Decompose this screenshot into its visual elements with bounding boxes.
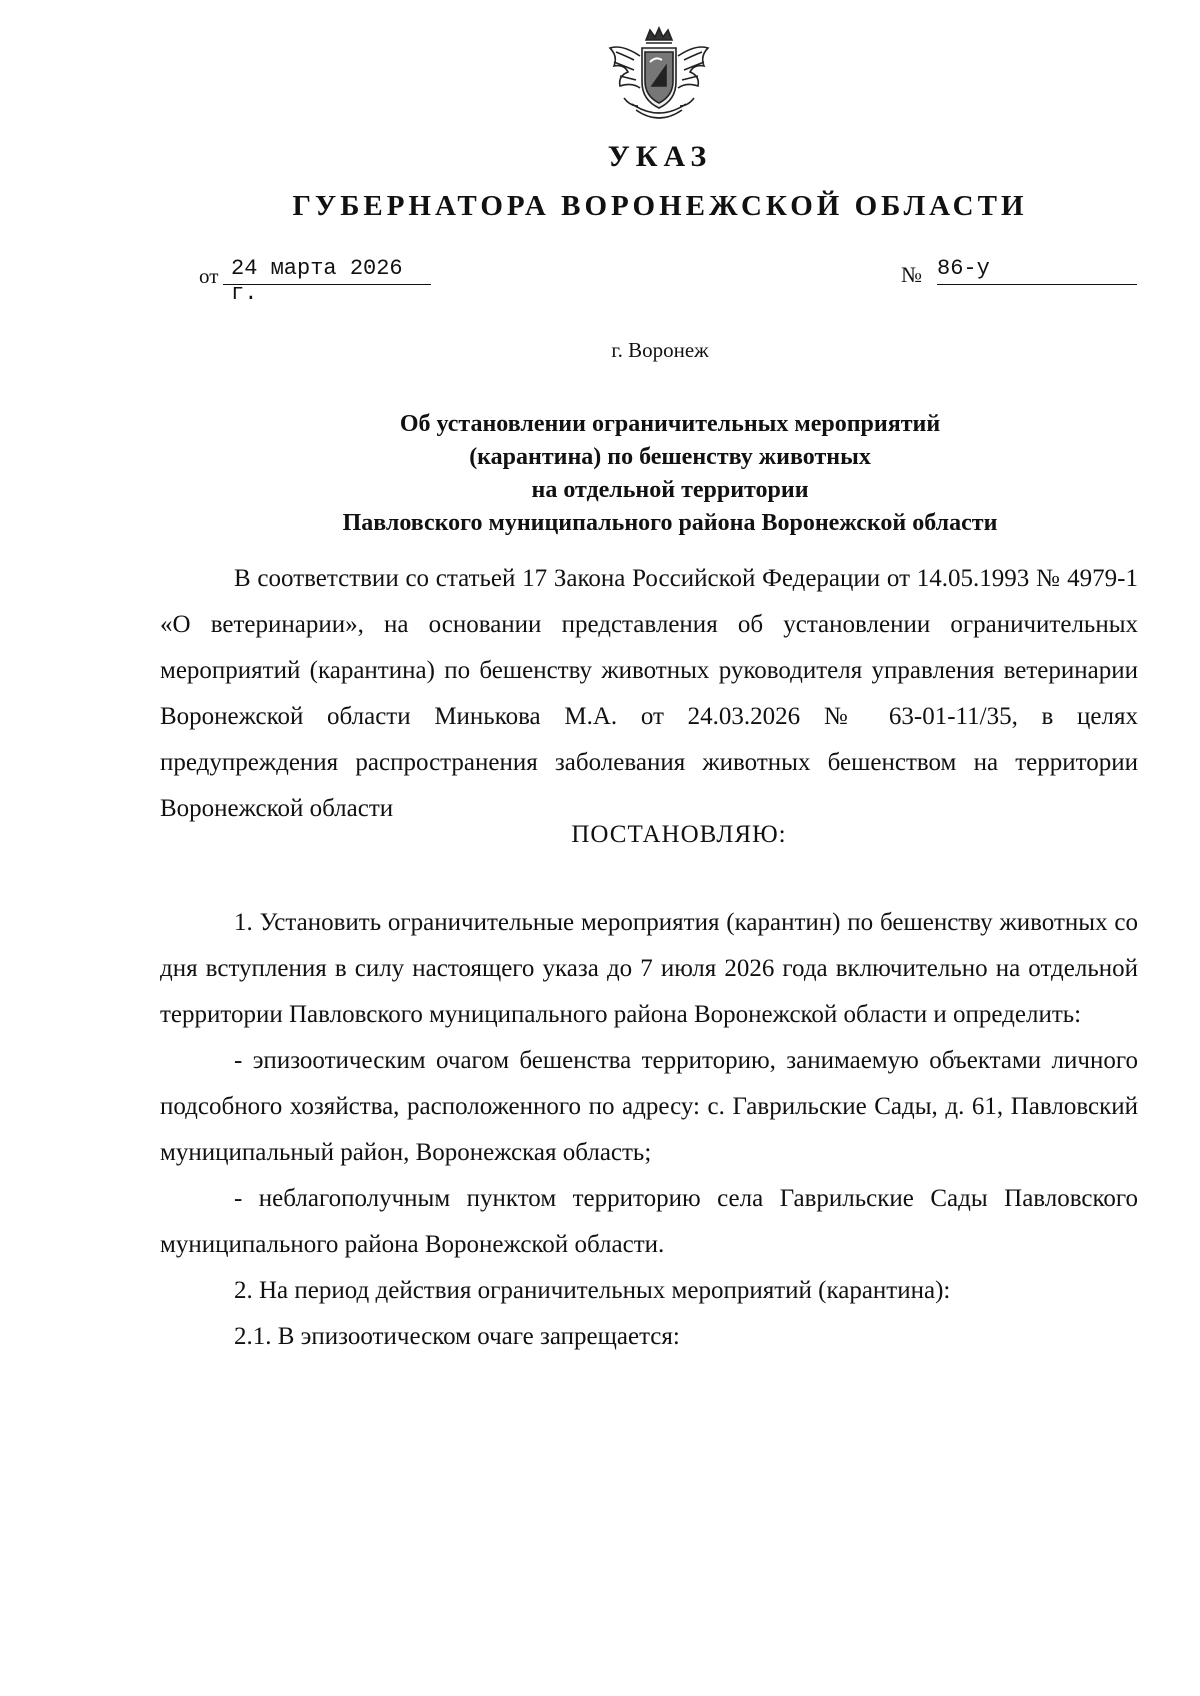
date-prefix: от: [199, 264, 219, 288]
document-number: 86-у: [937, 256, 1137, 285]
document-subject-title: [200, 408, 1140, 540]
subject-line: Павловского муниципального района Воронежской области: [342, 510, 998, 536]
item-1-epizootic-focus: - эпизоотическим очагом бешенства территорию, занимаемую объектами личного подсобного хозяйства, расположенного по адресу: с. Гаврильские Сады, д. 61, Павловский муниципальный район, Воронежская область;: [160, 1047, 1138, 1166]
decree-word: ПОСТАНОВЛЯЮ:: [571, 821, 787, 848]
decree-block: [160, 812, 1138, 858]
items-block: [160, 900, 1138, 1360]
coat-of-arms-icon: [604, 26, 714, 124]
item-2-1: 2.1. В эпизоотическом очаге запрещается:: [234, 1323, 680, 1350]
preamble-paragraph: В соответствии со статьей 17 Закона Российской Федерации от 14.05.1993 № 4979-1 «О ветеринарии», на основании представления об установлении ограничительных мероприятий (карантина) по бешенству животных руководителя управления ветеринарии Воронежской области Минькова М.А. от 24.03.2026 № 63-01-11/35, в целях предупреждения распространения заболевания животных бешенством на территории Воронежской области: [160, 565, 1138, 822]
document-date: 24 марта 2026 г.: [223, 256, 431, 285]
item-1: 1. Установить ограничительные мероприятия (карантин) по бешенству животных со дня вступления в силу настоящего указа до 7 июля 2026 года включительно на отдельной территории Павловского муниципального района Воронежской области и определить:: [160, 909, 1138, 1028]
subject-line: Об установлении ограничительных мероприятий: [399, 411, 941, 437]
item-2: 2. На период действия ограничительных мероприятий (карантина):: [234, 1277, 951, 1304]
subject-line: (карантина) по бешенству животных: [469, 444, 871, 470]
preamble-block: [160, 556, 1138, 832]
issue-city: г. Воронеж: [611, 338, 709, 362]
issuer-title: ГУБЕРНАТОРА ВОРОНЕЖСКОЙ ОБЛАСТИ: [292, 190, 1028, 222]
document-type-title: УКАЗ: [607, 140, 713, 173]
number-prefix: №: [901, 262, 922, 287]
item-1-unfavorable-point: - неблагополучным пунктом территорию села Гаврильские Сады Павловского муниципального района Воронежской области.: [160, 1185, 1138, 1258]
subject-line: на отдельной территории: [531, 477, 809, 503]
date-number-row: [199, 256, 1139, 306]
